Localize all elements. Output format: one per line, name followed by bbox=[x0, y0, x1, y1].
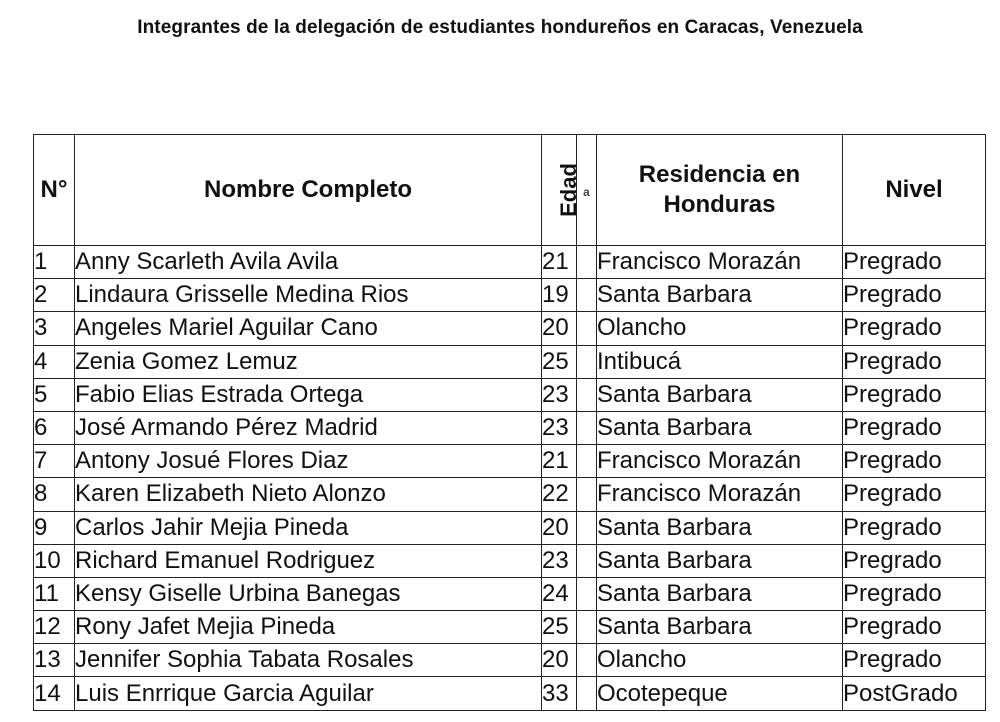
cell-residence: Santa Barbara bbox=[597, 611, 843, 644]
cell-num: 3 bbox=[34, 312, 75, 345]
table-row bbox=[34, 544, 986, 577]
cell-age: 33 bbox=[542, 677, 577, 710]
students-table bbox=[33, 134, 986, 711]
table-row bbox=[34, 644, 986, 677]
cell-residence: Francisco Morazán bbox=[597, 478, 843, 511]
cell-name: Angeles Mariel Aguilar Cano bbox=[75, 312, 542, 345]
cell-residence: Santa Barbara bbox=[597, 511, 843, 544]
cell-gap bbox=[577, 445, 597, 478]
table-row bbox=[34, 312, 986, 345]
cell-num: 10 bbox=[34, 544, 75, 577]
cell-name: Antony Josué Flores Diaz bbox=[75, 445, 542, 478]
cell-residence: Santa Barbara bbox=[597, 378, 843, 411]
cell-level: Pregrado bbox=[843, 345, 986, 378]
cell-gap bbox=[577, 411, 597, 444]
cell-residence: Francisco Morazán bbox=[597, 445, 843, 478]
table-header-row bbox=[34, 135, 986, 246]
cell-num: 11 bbox=[34, 577, 75, 610]
cell-age: 20 bbox=[542, 511, 577, 544]
cell-level: Pregrado bbox=[843, 411, 986, 444]
cell-age: 25 bbox=[542, 611, 577, 644]
cell-num: 4 bbox=[34, 345, 75, 378]
cell-age: 19 bbox=[542, 279, 577, 312]
cell-name: José Armando Pérez Madrid bbox=[75, 411, 542, 444]
cell-num: 1 bbox=[34, 246, 75, 279]
cell-level: Pregrado bbox=[843, 577, 986, 610]
cell-gap bbox=[577, 611, 597, 644]
table-row bbox=[34, 411, 986, 444]
cell-residence: Francisco Morazán bbox=[597, 246, 843, 279]
header-residence: Residencia en Honduras bbox=[597, 135, 843, 246]
cell-gap bbox=[577, 644, 597, 677]
cell-level: Pregrado bbox=[843, 246, 986, 279]
cell-level: Pregrado bbox=[843, 478, 986, 511]
cell-level: Pregrado bbox=[843, 279, 986, 312]
cell-level: Pregrado bbox=[843, 544, 986, 577]
cell-gap bbox=[577, 544, 597, 577]
cell-num: 14 bbox=[34, 677, 75, 710]
table-row bbox=[34, 445, 986, 478]
cell-level: Pregrado bbox=[843, 445, 986, 478]
table-body bbox=[34, 246, 986, 711]
cell-residence: Intibucá bbox=[597, 345, 843, 378]
cell-age: 20 bbox=[542, 312, 577, 345]
cell-num: 13 bbox=[34, 644, 75, 677]
cell-gap bbox=[577, 279, 597, 312]
cell-age: 24 bbox=[542, 577, 577, 610]
table-row bbox=[34, 345, 986, 378]
cell-gap bbox=[577, 345, 597, 378]
cell-name: Fabio Elias Estrada Ortega bbox=[75, 378, 542, 411]
cell-name: Zenia Gomez Lemuz bbox=[75, 345, 542, 378]
header-gap-mark: a bbox=[583, 184, 590, 199]
cell-name: Richard Emanuel Rodriguez bbox=[75, 544, 542, 577]
cell-level: Pregrado bbox=[843, 378, 986, 411]
cell-residence: Olancho bbox=[597, 312, 843, 345]
cell-name: Lindaura Grisselle Medina Rios bbox=[75, 279, 542, 312]
cell-name: Carlos Jahir Mejia Pineda bbox=[75, 511, 542, 544]
header-age-label: Edad bbox=[555, 163, 581, 217]
cell-name: Kensy Giselle Urbina Banegas bbox=[75, 577, 542, 610]
cell-name: Jennifer Sophia Tabata Rosales bbox=[75, 644, 542, 677]
cell-age: 23 bbox=[542, 411, 577, 444]
cell-name: Luis Enrrique Garcia Aguilar bbox=[75, 677, 542, 710]
document-title: Integrantes de la delegación de estudiantes hondureños en Caracas, Venezuela bbox=[137, 17, 863, 38]
table-row bbox=[34, 478, 986, 511]
table-row bbox=[34, 577, 986, 610]
header-level: Nivel bbox=[843, 135, 986, 246]
cell-num: 8 bbox=[34, 478, 75, 511]
cell-num: 7 bbox=[34, 445, 75, 478]
cell-age: 25 bbox=[542, 345, 577, 378]
cell-residence: Santa Barbara bbox=[597, 279, 843, 312]
cell-gap bbox=[577, 312, 597, 345]
cell-name: Karen Elizabeth Nieto Alonzo bbox=[75, 478, 542, 511]
cell-num: 5 bbox=[34, 378, 75, 411]
cell-residence: Santa Barbara bbox=[597, 411, 843, 444]
cell-level: Pregrado bbox=[843, 644, 986, 677]
cell-gap bbox=[577, 378, 597, 411]
cell-residence: Olancho bbox=[597, 644, 843, 677]
cell-residence: Ocotepeque bbox=[597, 677, 843, 710]
cell-num: 2 bbox=[34, 279, 75, 312]
header-name: Nombre Completo bbox=[75, 135, 542, 246]
cell-residence: Santa Barbara bbox=[597, 544, 843, 577]
cell-name: Rony Jafet Mejia Pineda bbox=[75, 611, 542, 644]
cell-age: 20 bbox=[542, 644, 577, 677]
cell-residence: Santa Barbara bbox=[597, 577, 843, 610]
cell-level: Pregrado bbox=[843, 511, 986, 544]
cell-gap bbox=[577, 246, 597, 279]
table-row bbox=[34, 246, 986, 279]
table-row bbox=[34, 279, 986, 312]
cell-level: Pregrado bbox=[843, 611, 986, 644]
cell-age: 21 bbox=[542, 246, 577, 279]
cell-level: Pregrado bbox=[843, 312, 986, 345]
cell-num: 9 bbox=[34, 511, 75, 544]
cell-age: 23 bbox=[542, 544, 577, 577]
cell-gap bbox=[577, 511, 597, 544]
cell-gap bbox=[577, 478, 597, 511]
header-num: N° bbox=[34, 135, 75, 246]
cell-level: PostGrado bbox=[843, 677, 986, 710]
cell-gap bbox=[577, 677, 597, 710]
cell-num: 6 bbox=[34, 411, 75, 444]
cell-age: 21 bbox=[542, 445, 577, 478]
cell-name: Anny Scarleth Avila Avila bbox=[75, 246, 542, 279]
table-row bbox=[34, 511, 986, 544]
table-row bbox=[34, 677, 986, 710]
header-age bbox=[542, 135, 581, 246]
cell-age: 23 bbox=[542, 378, 577, 411]
cell-num: 12 bbox=[34, 611, 75, 644]
table-row bbox=[34, 378, 986, 411]
cell-age: 22 bbox=[542, 478, 577, 511]
table-row bbox=[34, 611, 986, 644]
cell-gap bbox=[577, 577, 597, 610]
